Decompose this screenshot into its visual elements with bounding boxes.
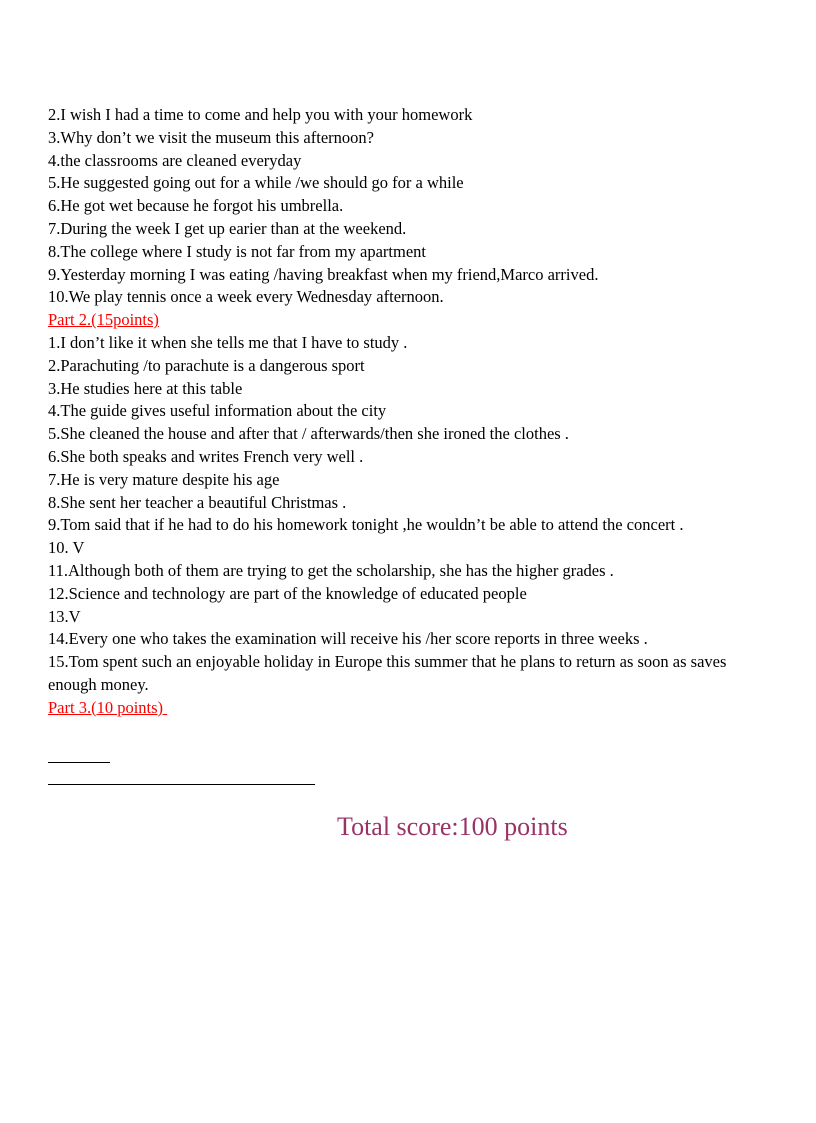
part2-answer-15: 15.Tom spent such an enjoyable holiday in Europe this summer that he plans to return as soon as saves enough money. bbox=[48, 652, 727, 694]
part1-answer-3: 3.Why don’t we visit the museum this afternoon? bbox=[48, 127, 374, 147]
part2-answer-8: 8.She sent her teacher a beautiful Christmas . bbox=[48, 492, 347, 512]
part2-answer-1: 1.I don’t like it when she tells me that I have to study . bbox=[48, 332, 408, 352]
part2-heading: Part 2.(15points) bbox=[48, 310, 159, 330]
total-score: Total score:100 points bbox=[337, 812, 568, 841]
long-divider-line bbox=[48, 784, 315, 785]
part3-heading: Part 3.(10 points) bbox=[48, 697, 168, 717]
part2-answer-12: 12.Science and technology are part of the knowledge of educated people bbox=[48, 583, 527, 603]
part2-answer-11: 11.Although both of them are trying to get the scholarship, she has the higher grades . bbox=[48, 560, 614, 580]
part1-answer-10: 10.We play tennis once a week every Wednesday afternoon. bbox=[48, 287, 444, 307]
part2-answer-5: 5.She cleaned the house and after that / afterwards/then she ironed the clothes . bbox=[48, 424, 569, 444]
part1-answer-7: 7.During the week I get up earier than at the weekend. bbox=[48, 218, 407, 238]
part2-answer-3: 3.He studies here at this table bbox=[48, 378, 243, 398]
part1-answer-6: 6.He got wet because he forgot his umbrella. bbox=[48, 196, 344, 216]
part2-answer-4: 4.The guide gives useful information about the city bbox=[48, 401, 387, 421]
part1-answer-4: 4.the classrooms are cleaned everyday bbox=[48, 150, 302, 170]
part1-answer-5: 5.He suggested going out for a while /we should go for a while bbox=[48, 173, 464, 193]
part2-answer-10: 10. V bbox=[48, 538, 85, 558]
part2-answer-14: 14.Every one who takes the examination will receive his /her score reports in three weeks . bbox=[48, 629, 648, 649]
part2-answer-6: 6.She both speaks and writes French very well . bbox=[48, 446, 364, 466]
short-divider-line bbox=[48, 762, 110, 763]
part2-answer-9: 9.Tom said that if he had to do his homework tonight ,he wouldn’t be able to attend the concert . bbox=[48, 515, 684, 535]
part2-answer-2: 2.Parachuting /to parachute is a dangerous sport bbox=[48, 355, 365, 375]
part1-answer-9: 9.Yesterday morning I was eating /having breakfast when my friend,Marco arrived. bbox=[48, 264, 599, 284]
part2-answer-7: 7.He is very mature despite his age bbox=[48, 469, 280, 489]
part2-answer-13: 13.V bbox=[48, 606, 81, 626]
part3-heading-line bbox=[48, 697, 748, 720]
part1-answer-8: 8.The college where I study is not far from my apartment bbox=[48, 241, 427, 261]
answer-key-content bbox=[48, 104, 748, 720]
part1-answer-2: 2.I wish I had a time to come and help you with your homework bbox=[48, 105, 473, 124]
part2-heading-line bbox=[48, 309, 748, 332]
